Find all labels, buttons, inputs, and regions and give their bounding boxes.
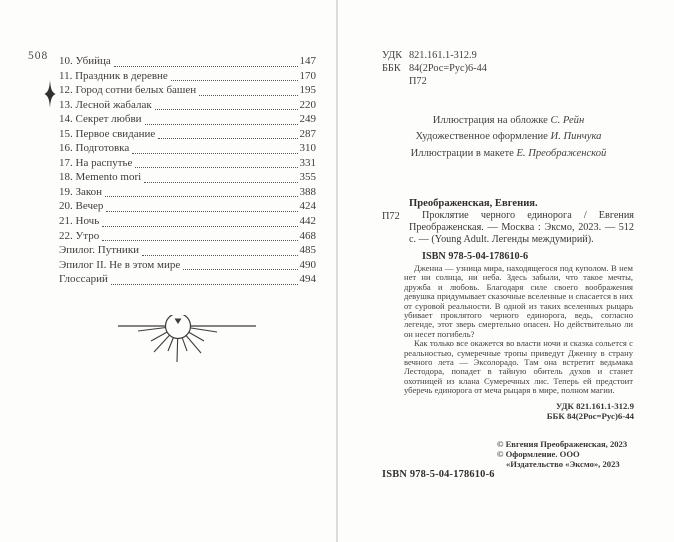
dot-leader [171,80,298,81]
toc-page-number: 442 [299,215,316,228]
toc-title: 21. Ночь [59,215,100,228]
dot-leader [135,167,297,168]
toc-title: 12. Город сотни белых башен [59,84,197,97]
toc-page-number: 424 [299,200,316,213]
toc-row [59,230,316,245]
toc-row [59,157,316,172]
bbk-value: 84(2Рос=Рус)6-44 [409,63,487,75]
toc-row [59,84,316,99]
toc-row [59,186,316,201]
toc-title: Эпилог. Путники [59,244,140,257]
udk-line [382,49,487,62]
sparkle-star-icon [43,80,57,108]
layout-illustrations-credit: Иллюстрации в макете Е. Преображенской [410,147,607,159]
toc-title: 13. Лесной жабалак [59,98,152,111]
toc-title: Эпилог II. Не в этом мире [59,258,181,271]
bbk-label: ББК [382,63,401,75]
toc-title: 22. Утро [59,229,100,242]
toc-title: 14. Секрет любви [59,113,142,126]
dot-leader [111,284,298,285]
toc-title: 16. Подготовка [59,142,130,155]
toc-page-number: 494 [299,273,316,286]
bibliographic-entry [383,198,634,262]
toc-title: 10. Убийца [59,55,111,67]
isbn-line: ISBN 978-5-04-178610-6 [422,251,529,262]
toc-page-number: 331 [299,156,316,169]
dot-leader [106,211,297,212]
dot-leader [199,95,297,96]
toc-row [59,259,316,274]
design-credit: Художественное оформление И. Пинчука [415,131,602,143]
dot-leader [145,124,298,125]
toc-row [59,70,316,85]
classification-codes [382,49,487,89]
toc-title: 19. Закон [59,185,103,198]
toc-page-number: 388 [299,185,316,198]
page-gutter-divider [336,0,338,542]
toc-row [59,113,316,128]
dot-leader [102,240,297,241]
toc-page-number: 485 [299,244,316,257]
classification-codes-footer [404,402,634,421]
udk-label: УДК [382,50,403,61]
dot-leader [158,138,297,139]
toc-row [59,171,316,186]
bbk-footer-line: ББК 84(2Рос=Рус)6-44 [546,410,634,421]
toc-row [59,99,316,114]
toc-row [59,142,316,157]
isbn-footer: ISBN 978-5-04-178610-6 [382,469,495,480]
toc-row [59,215,316,230]
table-of-contents [59,55,316,288]
toc-page-number: 147 [299,55,316,67]
annotation-block [404,264,633,396]
author-name: Преображенская, Евгения. [409,198,538,209]
dot-leader [155,109,298,110]
dot-leader [183,269,297,270]
author-copyright: © Евгения Преображенская, 2023 [497,439,628,449]
toc-page-number: 220 [299,98,316,111]
toc-title: Глоссарий [59,273,108,286]
dot-leader [114,66,298,67]
toc-row [59,273,316,288]
toc-page-number: 249 [299,113,316,126]
toc-page-number: 287 [299,127,316,140]
author-code: П72 [409,76,427,88]
dot-leader [142,255,297,256]
toc-page-number: 490 [299,258,316,271]
toc-title: 11. Праздник в деревне [59,69,168,82]
catalog-code: П72 [382,211,400,222]
toc-title: 20. Вечер [59,200,104,213]
toc-row [59,55,316,70]
annotation-paragraph: Как только все окажется во власти ночи и сказка сольется с реальностью, сумеречные тропы приведут Дженну в страну вечного лета — Эксолорадо. Там она встретит ведьмака Лестодора, попадет в тайную обитель духов и станет охотницей из клана Сумеречных лис. Теперь ей предстоит уберечь единорога от меча рыцаря в мире, полном магии. [404,338,633,396]
toc-title: 15. Первое свидание [59,127,156,140]
toc-page-number: 170 [299,69,316,82]
udk-footer-line: УДК 821.161.1-312.9 [555,401,634,411]
toc-title: 18. Memento mori [59,171,142,184]
toc-title: 17. На распутье [59,156,133,169]
publisher-copyright: © Оформление. ООО «Издательство «Эксмо», 2023 [497,448,620,469]
toc-page-number: 310 [299,142,316,155]
setting-sun-ornament-icon [116,315,258,367]
toc-row [59,200,316,215]
toc-page-number: 195 [299,84,316,97]
credits-block [383,113,634,162]
page-number: 508 [28,50,49,62]
toc-page-number: 355 [299,171,316,184]
annotation-paragraph: Дженна — узница мира, находящегося под куполом. В нем нет ни солнца, ни неба. Здесь забыли, что такое мечты, дружба и любовь. Благодаря силе своего воображения девушка придумывает сказочные вселенные и спасается в них от суровой реальности. В одной из таких вселенных рыцарь убивает проклятого черного единорога, ведь, согласно легенде, этот зверь смертельно опасен. Но действительно ли он несет погибель? [404,263,633,339]
dot-leader [105,196,297,197]
dot-leader [102,226,297,227]
author-code-line [382,75,487,88]
dot-leader [132,153,297,154]
toc-row [59,128,316,143]
dot-leader [144,182,297,183]
catalog-description: Проклятие черного единорога / Евгения Преображенская. — Москва : Эксмо, 2023. — 512 с. — (Young Adult. Легенды междумирий). [409,210,634,245]
udk-value: 821.161.1-312.9 [409,50,477,61]
toc-page-number: 468 [299,229,316,242]
copyright-block [497,440,638,469]
bbk-line [382,62,487,75]
cover-illustration-credit: Иллюстрация на обложке С. Рейн [432,115,585,126]
toc-row [59,244,316,259]
